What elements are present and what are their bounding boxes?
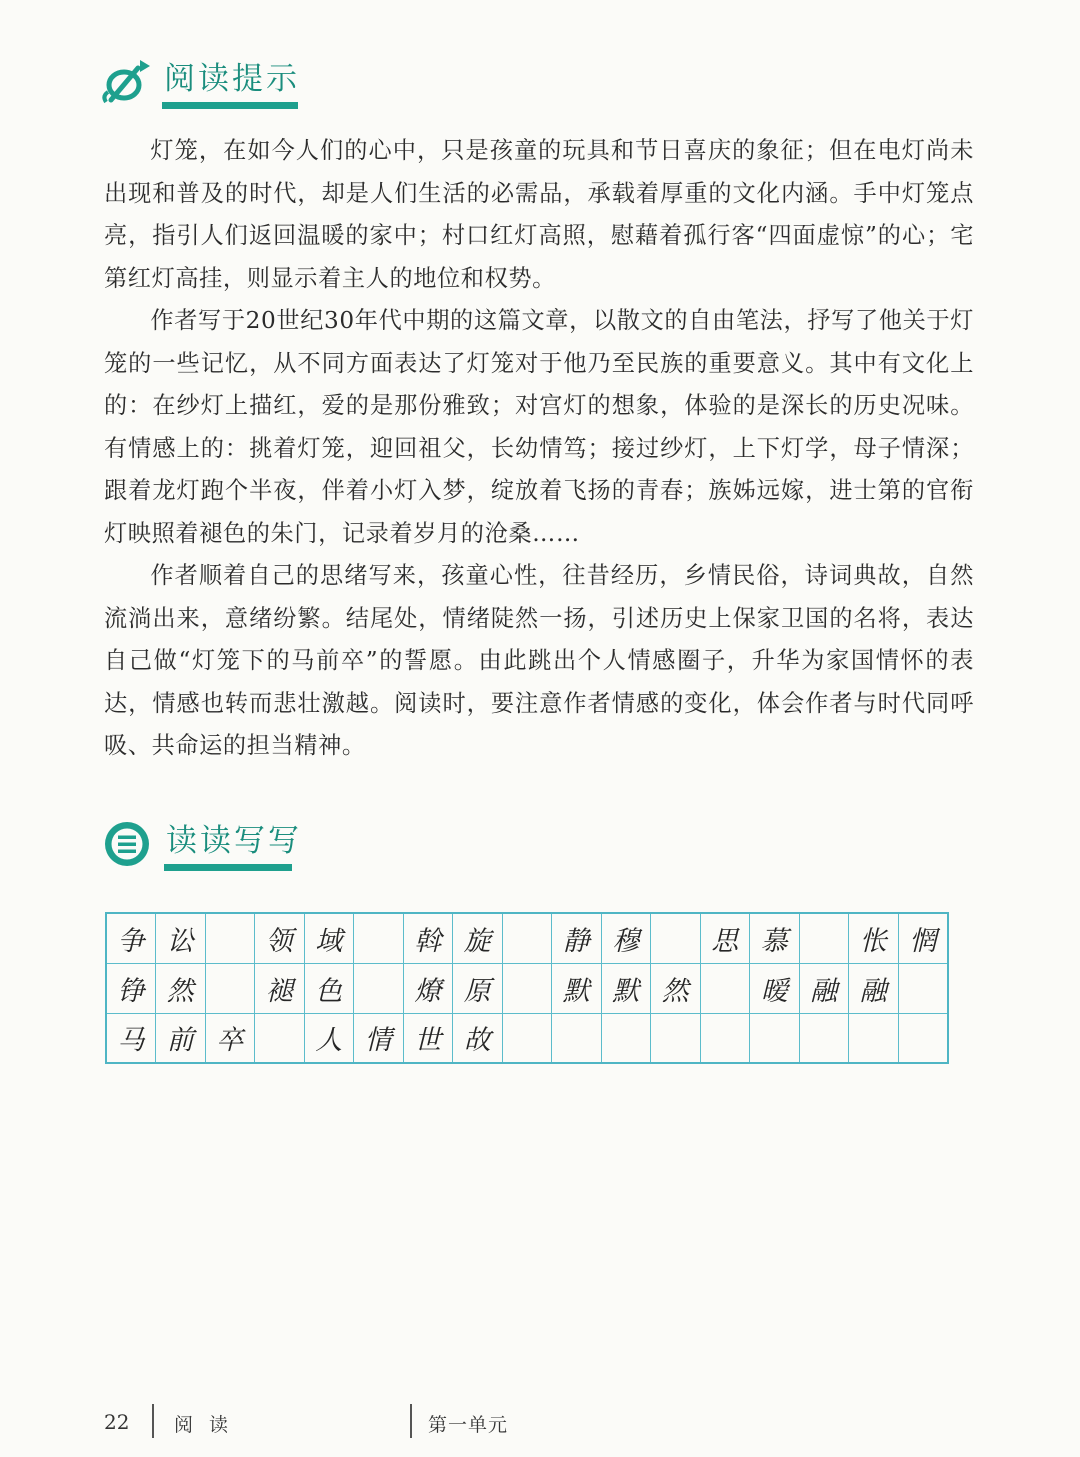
grid-char-cell: 情	[354, 1013, 404, 1063]
grid-empty-cell	[354, 963, 404, 1013]
grid-empty-cell	[552, 1013, 602, 1063]
reading-tips-body	[104, 130, 974, 768]
reading-tips-icon	[100, 56, 152, 108]
grid-empty-cell	[898, 1013, 948, 1063]
grid-char-cell: 褪	[255, 963, 305, 1013]
grid-empty-cell	[750, 1013, 800, 1063]
grid-empty-cell	[255, 1013, 305, 1063]
footer-divider	[410, 1404, 412, 1438]
grid-char-cell: 默	[552, 963, 602, 1013]
grid-empty-cell	[601, 1013, 651, 1063]
grid-char-cell: 融	[849, 963, 899, 1013]
grid-char-cell: 默	[601, 963, 651, 1013]
grid-empty-cell	[799, 1013, 849, 1063]
reading-tips-title: 阅读提示	[164, 61, 300, 97]
grid-empty-cell	[799, 913, 849, 963]
grid-char-cell: 穆	[601, 913, 651, 963]
grid-char-cell: 然	[651, 963, 701, 1013]
grid-empty-cell	[502, 913, 552, 963]
grid-empty-cell	[502, 963, 552, 1013]
grid-char-cell: 卒	[205, 1013, 255, 1063]
grid-char-cell: 铮	[106, 963, 156, 1013]
grid-char-cell: 领	[255, 913, 305, 963]
reading-writing-heading	[102, 818, 302, 871]
grid-empty-cell	[700, 1013, 750, 1063]
grid-char-cell: 马	[106, 1013, 156, 1063]
grid-empty-cell	[898, 963, 948, 1013]
paragraph-3: 作者顺着自己的思绪写来，孩童心性，往昔经历，乡情民俗，诗词典故，自然流淌出来，意绪纷繁。结尾处，情绪陡然一扬，引述历史上保家卫国的名将，表达自己做“灯笼下的马前卒”的誓愿。由此跳出个人情感圈子，升华为家国情怀的表达，情感也转而悲壮激越。阅读时，要注意作者情感的变化，体会作者与时代同呼吸、共命运的担当精神。	[104, 562, 974, 759]
grid-char-cell: 融	[799, 963, 849, 1013]
grid-char-cell: 故	[453, 1013, 503, 1063]
page-footer	[0, 1410, 1080, 1450]
grid-empty-cell	[205, 963, 255, 1013]
vocabulary-grid	[105, 912, 949, 1064]
footer-section: 阅 读	[174, 1414, 234, 1436]
reading-writing-underline	[164, 864, 292, 871]
grid-empty-cell	[849, 1013, 899, 1063]
grid-empty-cell	[354, 913, 404, 963]
paragraph-2: 作者写于20世纪30年代中期的这篇文章，以散文的自由笔法，抒写了他关于灯笼的一些记忆，从不同方面表达了灯笼对于他乃至民族的重要意义。其中有文化上的：在纱灯上描红，爱的是那份雅致；对宫灯的想象，体验的是深长的历史况味。有情感上的：挑着灯笼，迎回祖父，长幼情笃；接过纱灯，上下灯学，母子情深；跟着龙灯跑个半夜，伴着小灯入梦，绽放着飞扬的青春；族姊远嫁，进士第的官衔灯映照着褪色的朱门，记录着岁月的沧桑……	[104, 307, 974, 547]
footer-divider	[152, 1404, 154, 1438]
grid-char-cell: 斡	[403, 913, 453, 963]
reading-tips-heading	[100, 56, 300, 109]
grid-char-cell: 惘	[898, 913, 948, 963]
grid-char-cell: 争	[106, 913, 156, 963]
grid-char-cell: 人	[304, 1013, 354, 1063]
grid-char-cell: 旋	[453, 913, 503, 963]
paragraph-1: 灯笼，在如今人们的心中，只是孩童的玩具和节日喜庆的象征；但在电灯尚未出现和普及的时代，却是人们生活的必需品，承载着厚重的文化内涵。手中灯笼点亮，指引人们返回温暖的家中；村口红灯高照，慰藉着孤行客“四面虚惊”的心；宅第红灯高挂，则显示着主人的地位和权势。	[104, 137, 974, 292]
reading-writing-title: 读读写写	[166, 823, 302, 859]
grid-empty-cell	[651, 1013, 701, 1063]
grid-char-cell: 燎	[403, 963, 453, 1013]
grid-char-cell: 色	[304, 963, 354, 1013]
grid-char-cell: 讼	[156, 913, 206, 963]
grid-char-cell: 域	[304, 913, 354, 963]
grid-empty-cell	[700, 963, 750, 1013]
reading-tips-underline	[162, 102, 298, 109]
grid-char-cell: 静	[552, 913, 602, 963]
grid-row	[106, 913, 948, 963]
grid-row	[106, 963, 948, 1013]
grid-char-cell: 然	[156, 963, 206, 1013]
grid-char-cell: 怅	[849, 913, 899, 963]
grid-char-cell: 世	[403, 1013, 453, 1063]
grid-empty-cell	[502, 1013, 552, 1063]
grid-char-cell: 前	[156, 1013, 206, 1063]
grid-char-cell: 原	[453, 963, 503, 1013]
grid-char-cell: 思	[700, 913, 750, 963]
grid-empty-cell	[651, 913, 701, 963]
grid-char-cell: 暧	[750, 963, 800, 1013]
grid-empty-cell	[205, 913, 255, 963]
page-number: 22	[104, 1410, 130, 1434]
grid-row	[106, 1013, 948, 1063]
footer-unit: 第一单元	[428, 1414, 509, 1436]
three-lines-circle-icon	[102, 818, 154, 870]
grid-char-cell: 慕	[750, 913, 800, 963]
